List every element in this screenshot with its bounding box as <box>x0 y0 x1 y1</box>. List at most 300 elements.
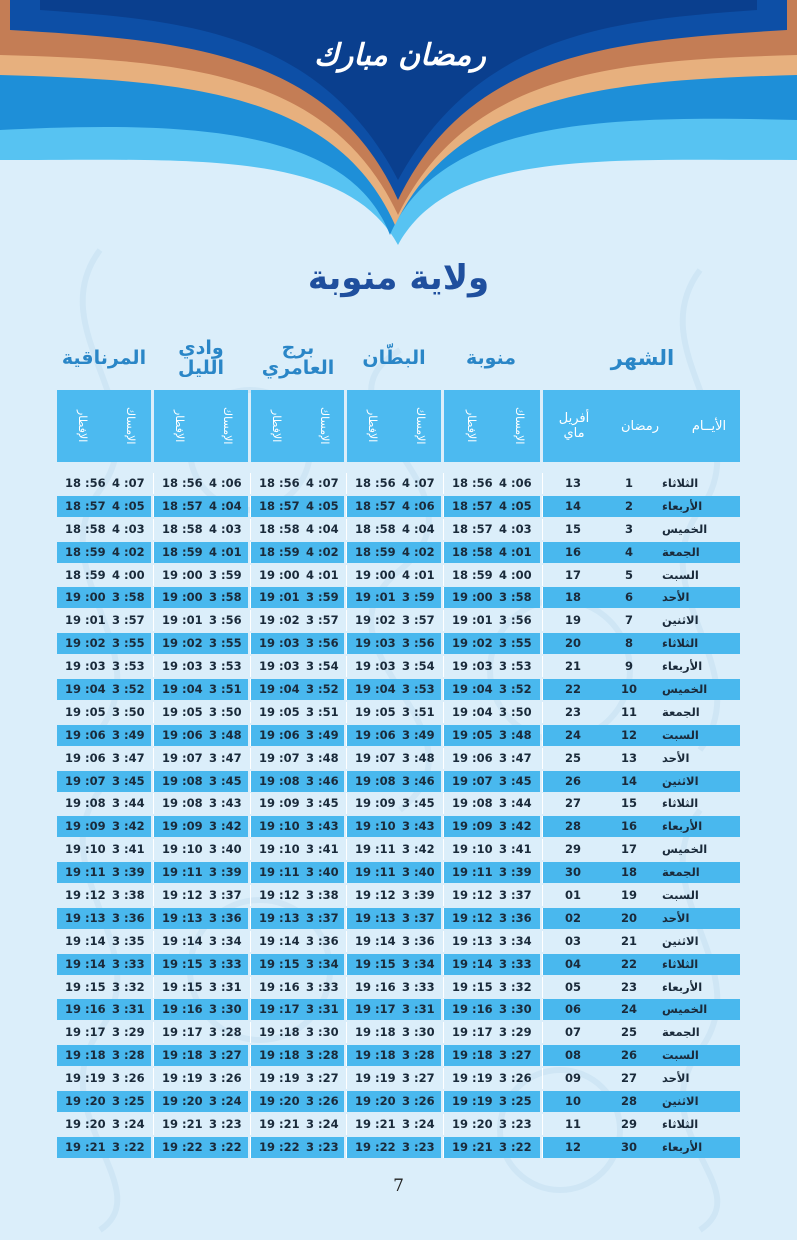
ramadan-day-cell: 14 <box>620 773 637 788</box>
column-separator <box>443 1068 444 1089</box>
column-separator <box>346 839 347 860</box>
imsak-time-cell: 3 :51 <box>209 682 242 697</box>
column-separator <box>250 1068 251 1089</box>
weekday-cell: الخميس <box>662 682 708 697</box>
imsak-time-cell: 3 :55 <box>112 636 145 651</box>
imsak-time-cell: 3 :26 <box>112 1071 145 1086</box>
ramadan-day-cell: 25 <box>620 1025 637 1040</box>
iftar-time-cell: 19 :01 <box>65 613 106 628</box>
imsak-time-cell: 4 :02 <box>306 544 339 559</box>
ramadan-day-cell: 16 <box>620 819 637 834</box>
column-separator <box>542 839 543 860</box>
imsak-time-cell: 4 :06 <box>499 476 532 490</box>
column-separator <box>153 473 154 494</box>
imsak-time-cell: 3 :52 <box>306 682 339 697</box>
column-separator <box>153 519 154 540</box>
table-row <box>57 495 740 518</box>
iftar-time-cell: 19 :22 <box>259 1139 300 1154</box>
iftar-time-cell: 19 :15 <box>162 979 203 994</box>
weekday-cell: الثلاثاء <box>662 476 699 490</box>
column-separator <box>250 496 251 517</box>
column-separator <box>153 1137 154 1158</box>
imsak-time-cell: 3 :36 <box>209 910 242 925</box>
iftar-time-cell: 18 :57 <box>259 498 300 513</box>
table-row <box>57 815 740 838</box>
column-separator <box>443 1045 444 1066</box>
imsak-time-cell: 4 :06 <box>402 498 435 513</box>
imsak-time-cell: 3 :48 <box>209 727 242 742</box>
column-separator <box>250 771 251 792</box>
imsak-time-cell: 3 :32 <box>499 979 532 994</box>
column-separator <box>346 542 347 563</box>
iftar-time-cell: 19 :16 <box>452 1002 493 1017</box>
ramadan-day-cell: 11 <box>620 704 637 719</box>
iftar-time-cell: 19 :18 <box>259 1025 300 1040</box>
imsak-time-cell: 3 :30 <box>499 1002 532 1017</box>
column-separator <box>443 565 444 586</box>
iftar-time-cell: 19 :03 <box>162 659 203 674</box>
imsak-time-cell: 3 :37 <box>402 910 435 925</box>
column-separator <box>250 931 251 952</box>
column-separator <box>250 1022 251 1043</box>
iftar-time-cell: 18 :59 <box>65 567 106 582</box>
manouba-subheader <box>444 390 540 462</box>
iftar-time-cell: 19 :06 <box>65 727 106 742</box>
table-row <box>57 976 740 999</box>
imsak-time-cell: 3 :57 <box>402 613 435 628</box>
group-header-wadi-lil: وادي الليل <box>177 337 225 379</box>
column-separator <box>443 771 444 792</box>
weekday-cell: الثلاثاء <box>662 796 699 811</box>
imsak-time-cell: 3 :24 <box>402 1116 435 1131</box>
ramadan-day-cell: 12 <box>620 727 637 742</box>
group-header-mornaguia: المرناقية <box>61 347 147 369</box>
iftar-time-cell: 18 :56 <box>65 476 106 490</box>
imsak-time-cell: 3 :48 <box>306 750 339 765</box>
imsak-time-cell: 4 :07 <box>402 476 435 490</box>
ramadan-day-cell: 13 <box>620 750 637 765</box>
column-separator <box>346 771 347 792</box>
column-separator <box>153 656 154 677</box>
column-separator <box>443 977 444 998</box>
column-separator <box>346 1114 347 1135</box>
column-separator <box>250 839 251 860</box>
iftar-time-cell: 19 :08 <box>65 796 106 811</box>
imsak-time-cell: 3 :41 <box>499 842 532 857</box>
iftar-time-cell: 19 :22 <box>162 1139 203 1154</box>
iftar-time-cell: 19 :11 <box>259 865 300 880</box>
imsak-time-cell: 3 :59 <box>209 567 242 582</box>
april-may-date-cell: 09 <box>564 1071 581 1086</box>
iftar-time-cell: 19 :10 <box>259 819 300 834</box>
imsak-time-cell: 3 :42 <box>402 842 435 857</box>
imsak-time-cell: 3 :49 <box>402 727 435 742</box>
column-separator <box>346 587 347 608</box>
iftar-time-cell: 19 :16 <box>259 979 300 994</box>
iftar-time-cell: 19 :18 <box>65 1048 106 1063</box>
imsak-time-cell: 3 :50 <box>112 704 145 719</box>
borj-subheader <box>251 390 344 462</box>
imsak-time-cell: 3 :56 <box>402 636 435 651</box>
imsak-time-cell: 3 :50 <box>499 704 532 719</box>
weekday-cell: الثلاثاء <box>662 1116 699 1131</box>
iftar-time-cell: 19 :18 <box>452 1048 493 1063</box>
weekday-cell: السبت <box>662 888 699 903</box>
imsak-time-cell: 3 :31 <box>112 1002 145 1017</box>
mornaguia-subheader <box>57 390 151 462</box>
column-separator <box>250 999 251 1020</box>
column-separator <box>153 885 154 906</box>
imsak-time-cell: 3 :25 <box>112 1094 145 1109</box>
iftar-time-cell: 19 :01 <box>162 613 203 628</box>
weekday-cell: الأربعاء <box>662 1139 703 1154</box>
weekday-cell: الأحد <box>662 910 690 925</box>
imsak-time-cell: 3 :52 <box>499 682 532 697</box>
iftar-time-cell: 19 :10 <box>452 842 493 857</box>
iftar-time-cell: 19 :13 <box>355 910 396 925</box>
iftar-time-cell: 19 :10 <box>162 842 203 857</box>
iftar-time-cell: 19 :03 <box>259 636 300 651</box>
iftar-time-cell: 19 :18 <box>355 1048 396 1063</box>
imsak-time-cell: 4 :00 <box>112 567 145 582</box>
april-may-date-cell: 04 <box>564 956 581 971</box>
column-separator <box>443 473 444 494</box>
imsak-time-cell: 3 :44 <box>499 796 532 811</box>
iftar-time-cell: 18 :56 <box>162 476 203 490</box>
iftar-time-cell: 19 :20 <box>162 1094 203 1109</box>
april-may-column-header: أفريل ماي <box>558 411 590 441</box>
iftar-time-cell: 19 :06 <box>259 727 300 742</box>
iftar-time-cell: 19 :12 <box>452 888 493 903</box>
weekday-cell: السبت <box>662 1048 699 1063</box>
iftar-time-cell: 19 :17 <box>259 1002 300 1017</box>
column-separator <box>250 1045 251 1066</box>
iftar-label: الإفطار <box>465 409 478 443</box>
iftar-label: الإفطار <box>270 409 283 443</box>
imsak-time-cell: 3 :28 <box>306 1048 339 1063</box>
imsak-time-cell: 3 :36 <box>402 933 435 948</box>
iftar-time-cell: 19 :12 <box>355 888 396 903</box>
imsak-time-cell: 3 :58 <box>209 590 242 605</box>
iftar-time-cell: 19 :14 <box>162 933 203 948</box>
table-row <box>57 724 740 747</box>
imsak-label: الإمساك <box>124 407 137 445</box>
weekday-cell: الثلاثاء <box>662 636 699 651</box>
column-separator <box>542 542 543 563</box>
table-row <box>57 1136 740 1159</box>
column-separator <box>346 999 347 1020</box>
imsak-time-cell: 4 :01 <box>306 567 339 582</box>
column-separator <box>542 862 543 883</box>
imsak-time-cell: 3 :22 <box>112 1139 145 1154</box>
april-may-date-cell: 27 <box>564 796 581 811</box>
ramadan-day-cell: 15 <box>620 796 637 811</box>
column-separator <box>443 587 444 608</box>
imsak-time-cell: 3 :23 <box>306 1139 339 1154</box>
iftar-time-cell: 19 :06 <box>65 750 106 765</box>
table-row <box>57 747 740 770</box>
april-may-date-cell: 26 <box>564 773 581 788</box>
column-separator <box>542 519 543 540</box>
iftar-time-cell: 19 :00 <box>452 590 493 605</box>
april-may-date-cell: 23 <box>564 704 581 719</box>
imsak-time-cell: 4 :07 <box>112 476 145 490</box>
imsak-time-cell: 3 :38 <box>306 888 339 903</box>
iftar-time-cell: 19 :20 <box>452 1116 493 1131</box>
imsak-time-cell: 3 :40 <box>402 865 435 880</box>
iftar-time-cell: 19 :11 <box>162 865 203 880</box>
column-separator <box>250 565 251 586</box>
table-row <box>57 792 740 815</box>
iftar-time-cell: 19 :21 <box>65 1139 106 1154</box>
iftar-time-cell: 19 :22 <box>355 1139 396 1154</box>
iftar-time-cell: 19 :00 <box>355 567 396 582</box>
iftar-time-cell: 19 :12 <box>259 888 300 903</box>
iftar-time-cell: 19 :13 <box>259 910 300 925</box>
imsak-time-cell: 3 :34 <box>306 956 339 971</box>
column-separator <box>153 1114 154 1135</box>
iftar-label: الإفطار <box>173 409 186 443</box>
column-separator <box>443 1022 444 1043</box>
batan-subheader <box>347 390 441 462</box>
iftar-time-cell: 19 :03 <box>259 659 300 674</box>
april-may-date-cell: 10 <box>564 1094 581 1109</box>
imsak-time-cell: 3 :36 <box>306 933 339 948</box>
column-separator <box>443 702 444 723</box>
group-header-manouba: منوبة <box>465 347 517 369</box>
iftar-time-cell: 19 :09 <box>355 796 396 811</box>
iftar-time-cell: 19 :05 <box>355 704 396 719</box>
iftar-time-cell: 19 :05 <box>259 704 300 719</box>
iftar-time-cell: 19 :09 <box>162 819 203 834</box>
imsak-time-cell: 3 :35 <box>112 933 145 948</box>
column-separator <box>346 1091 347 1112</box>
column-separator <box>153 862 154 883</box>
imsak-time-cell: 3 :41 <box>112 842 145 857</box>
table-row <box>57 907 740 930</box>
column-separator <box>250 793 251 814</box>
imsak-time-cell: 3 :48 <box>402 750 435 765</box>
april-may-date-cell: 14 <box>564 498 581 513</box>
imsak-time-cell: 3 :44 <box>112 796 145 811</box>
imsak-time-cell: 4 :00 <box>499 567 532 582</box>
imsak-time-cell: 3 :56 <box>306 636 339 651</box>
imsak-time-cell: 3 :57 <box>306 613 339 628</box>
imsak-time-cell: 3 :24 <box>112 1116 145 1131</box>
table-row <box>57 678 740 701</box>
imsak-time-cell: 3 :22 <box>209 1139 242 1154</box>
imsak-time-cell: 3 :33 <box>499 956 532 971</box>
column-separator <box>443 610 444 631</box>
imsak-time-cell: 3 :23 <box>209 1116 242 1131</box>
imsak-time-cell: 3 :55 <box>209 636 242 651</box>
column-separator <box>443 999 444 1020</box>
iftar-time-cell: 19 :15 <box>452 979 493 994</box>
days-column-header: الأيــام <box>691 418 727 434</box>
imsak-time-cell: 3 :24 <box>306 1116 339 1131</box>
column-separator <box>542 679 543 700</box>
iftar-time-cell: 19 :02 <box>162 636 203 651</box>
imsak-time-cell: 3 :56 <box>209 613 242 628</box>
april-may-date-cell: 29 <box>564 842 581 857</box>
iftar-time-cell: 19 :10 <box>355 819 396 834</box>
column-separator <box>250 542 251 563</box>
column-separator <box>542 1137 543 1158</box>
iftar-time-cell: 19 :05 <box>162 704 203 719</box>
imsak-time-cell: 3 :51 <box>306 704 339 719</box>
weekday-cell: الأربعاء <box>662 498 703 513</box>
imsak-time-cell: 4 :05 <box>306 498 339 513</box>
schedule-table <box>57 472 740 1159</box>
imsak-time-cell: 3 :46 <box>306 773 339 788</box>
column-separator <box>542 656 543 677</box>
imsak-time-cell: 3 :59 <box>402 590 435 605</box>
iftar-time-cell: 19 :01 <box>452 613 493 628</box>
ramadan-day-cell: 30 <box>620 1139 637 1154</box>
iftar-time-cell: 19 :16 <box>355 979 396 994</box>
imsak-time-cell: 3 :24 <box>209 1094 242 1109</box>
iftar-time-cell: 19 :13 <box>65 910 106 925</box>
imsak-time-cell: 4 :05 <box>112 498 145 513</box>
column-separator <box>443 542 444 563</box>
imsak-label: الإمساك <box>318 407 331 445</box>
imsak-time-cell: 3 :23 <box>402 1139 435 1154</box>
iftar-time-cell: 18 :57 <box>65 498 106 513</box>
column-separator <box>542 587 543 608</box>
column-separator <box>443 885 444 906</box>
column-separator <box>443 679 444 700</box>
iftar-time-cell: 19 :09 <box>259 796 300 811</box>
iftar-time-cell: 19 :14 <box>452 956 493 971</box>
iftar-time-cell: 19 :02 <box>65 636 106 651</box>
iftar-time-cell: 19 :08 <box>452 796 493 811</box>
column-separator <box>443 862 444 883</box>
iftar-time-cell: 19 :21 <box>452 1139 493 1154</box>
imsak-time-cell: 3 :37 <box>499 888 532 903</box>
column-separator <box>443 1137 444 1158</box>
imsak-time-cell: 3 :42 <box>209 819 242 834</box>
imsak-time-cell: 3 :31 <box>402 1002 435 1017</box>
imsak-time-cell: 3 :29 <box>499 1025 532 1040</box>
table-row <box>57 1067 740 1090</box>
imsak-time-cell: 4 :03 <box>499 521 532 536</box>
imsak-time-cell: 3 :40 <box>209 842 242 857</box>
imsak-time-cell: 3 :29 <box>112 1025 145 1040</box>
iftar-time-cell: 18 :59 <box>259 544 300 559</box>
weekday-cell: الثلاثاء <box>662 956 699 971</box>
imsak-time-cell: 3 :51 <box>402 704 435 719</box>
iftar-time-cell: 19 :15 <box>259 956 300 971</box>
iftar-time-cell: 19 :08 <box>355 773 396 788</box>
column-separator <box>346 656 347 677</box>
column-separator <box>153 633 154 654</box>
column-separator <box>346 633 347 654</box>
imsak-time-cell: 3 :37 <box>306 910 339 925</box>
imsak-time-cell: 4 :01 <box>402 567 435 582</box>
ramadan-day-cell: 8 <box>624 636 633 651</box>
iftar-time-cell: 19 :03 <box>65 659 106 674</box>
iftar-time-cell: 19 :19 <box>162 1071 203 1086</box>
imsak-time-cell: 3 :26 <box>209 1071 242 1086</box>
ramadan-day-cell: 1 <box>624 476 633 490</box>
imsak-time-cell: 3 :27 <box>209 1048 242 1063</box>
column-separator <box>153 542 154 563</box>
iftar-time-cell: 19 :07 <box>162 750 203 765</box>
column-separator <box>542 1114 543 1135</box>
weekday-cell: الأربعاء <box>662 659 703 674</box>
ramadan-day-cell: 27 <box>620 1071 637 1086</box>
iftar-time-cell: 19 :06 <box>452 750 493 765</box>
iftar-time-cell: 19 :06 <box>355 727 396 742</box>
iftar-time-cell: 18 :57 <box>452 521 493 536</box>
column-separator <box>250 908 251 929</box>
column-separator <box>250 679 251 700</box>
iftar-time-cell: 19 :19 <box>355 1071 396 1086</box>
imsak-time-cell: 3 :39 <box>402 888 435 903</box>
iftar-time-cell: 19 :19 <box>452 1094 493 1109</box>
column-separator <box>346 725 347 746</box>
imsak-time-cell: 3 :47 <box>499 750 532 765</box>
ramadan-day-cell: 9 <box>624 659 633 674</box>
column-separator <box>542 1068 543 1089</box>
iftar-time-cell: 18 :57 <box>162 498 203 513</box>
column-separator <box>153 496 154 517</box>
ramadan-day-cell: 20 <box>620 910 637 925</box>
iftar-time-cell: 19 :02 <box>452 636 493 651</box>
imsak-time-cell: 3 :36 <box>499 910 532 925</box>
iftar-time-cell: 19 :17 <box>65 1025 106 1040</box>
column-separator <box>542 633 543 654</box>
table-row <box>57 953 740 976</box>
column-separator <box>153 999 154 1020</box>
iftar-time-cell: 19 :15 <box>355 956 396 971</box>
ramadan-day-cell: 3 <box>624 521 633 536</box>
column-separator <box>153 977 154 998</box>
imsak-time-cell: 3 :40 <box>306 865 339 880</box>
table-row <box>57 1044 740 1067</box>
imsak-time-cell: 3 :42 <box>112 819 145 834</box>
imsak-time-cell: 3 :38 <box>112 888 145 903</box>
imsak-time-cell: 3 :53 <box>402 682 435 697</box>
column-separator <box>542 771 543 792</box>
column-separator <box>153 725 154 746</box>
iftar-time-cell: 19 :04 <box>452 704 493 719</box>
group-header-month: الشهر <box>610 346 675 370</box>
iftar-time-cell: 19 :07 <box>452 773 493 788</box>
iftar-time-cell: 18 :58 <box>65 521 106 536</box>
weekday-cell: الاثنين <box>662 1094 699 1109</box>
column-separator <box>250 610 251 631</box>
table-row <box>57 838 740 861</box>
column-separator <box>542 610 543 631</box>
imsak-time-cell: 3 :37 <box>209 888 242 903</box>
column-separator <box>153 931 154 952</box>
iftar-time-cell: 18 :59 <box>65 544 106 559</box>
column-separator <box>443 633 444 654</box>
iftar-time-cell: 19 :04 <box>259 682 300 697</box>
column-separator <box>542 885 543 906</box>
iftar-time-cell: 19 :00 <box>259 567 300 582</box>
imsak-time-cell: 3 :53 <box>499 659 532 674</box>
column-separator <box>250 519 251 540</box>
page-number: 7 <box>393 1176 404 1196</box>
weekday-cell: الاثنين <box>662 613 699 628</box>
iftar-time-cell: 19 :18 <box>355 1025 396 1040</box>
iftar-time-cell: 19 :07 <box>259 750 300 765</box>
imsak-time-cell: 4 :04 <box>209 498 242 513</box>
column-separator <box>346 565 347 586</box>
column-separator <box>542 816 543 837</box>
